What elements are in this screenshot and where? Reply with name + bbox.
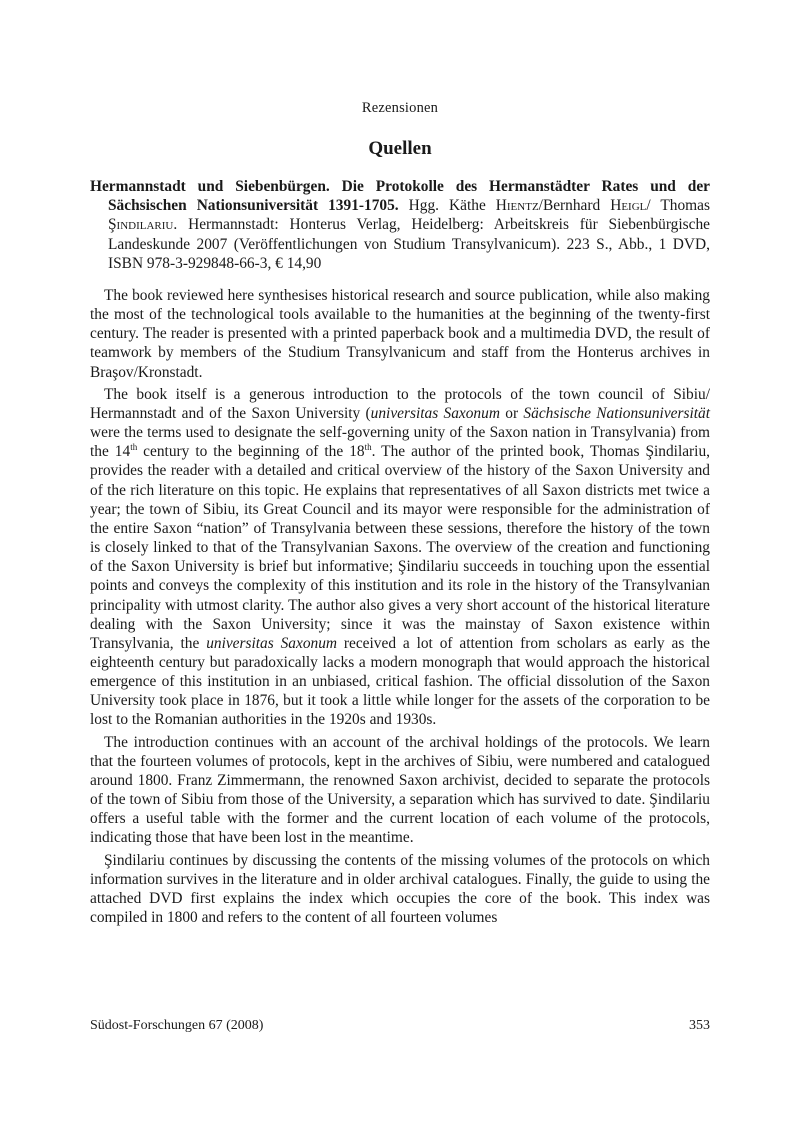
editor-sindilariu: Şindilariu [108,216,174,234]
term-universitas-saxonum-2: universitas Saxonum [206,634,338,652]
superscript-th-1: th [130,442,138,453]
editor-heigl: Heigl [610,197,647,215]
paragraph-1: The book reviewed here synthesises historical research and source publication, while also making the most of the technological tools available to the humanities at the beginning of the twenty-first century. The reader is presented with a printed paperback book and a multimedia DVD, the result of teamwork by members of the Studium Transylvanicum and staff from the Honterus archives in Braşov/Kronstadt. [90,287,710,381]
paragraph-2-text-c: were the terms used to designate the self-governing unity of the Saxon nation in Transylvania) from the 14 [90,424,710,461]
editor-separator-1: /Bernhard [538,197,611,215]
paragraph-4: Şindilariu continues by discussing the contents of the missing volumes of the protocols on which information survives in the literature and in older archival catalogues. Finally, the guide to using the attached DVD first explains the index which occupies the core of the book. This index was compiled in 1800 and refers to the content of all fourteen volumes [90,851,710,926]
paragraph-2-text-e: . The author of the printed book, Thomas Şindilariu, provides the reader with a detailed and critical overview of the history of the Saxon University and of the rich literature on this topic. He explains that representatives of all Saxon districts met twice a year; the town of Sibiu, its Great Council and its mayor were responsible for the administration of the entire Saxon “nation” of Transylvania between these sessions, therefore the history of the town is closely linked to that of the Transylvanian Saxons. The overview of the creation and functioning of the Saxon University is brief but informative; Şindilariu succeeds in touching upon the essential points and conveys the complexity of this institution and its role in the history of the Transylvanian principality with utmost clarity. The author also gives a very short account of the historical literature dealing with the Saxon University; since it was the mainstay of Saxon existence within Transylvania, the [90,443,710,652]
paragraph-2-text-f: received a lot of attention from scholars as early as the eighteenth century but paradoxically lacks a modern monograph that would approach the historical emergence of this institution in an unbiased, critical fashion. The official dissolution of the Saxon University took place in 1876, but it took a little while longer for the assets of the corporation to be lost to the Romanian authorities in the 1920s and 1930s. [90,634,710,729]
editors-prefix: Hgg. Käthe [398,197,496,215]
review-body [90,286,710,927]
paragraph-2 [90,385,710,730]
page [90,0,710,1129]
page-number: 353 [689,1018,710,1033]
paragraph-3: The introduction continues with an account of the archival holdings of the protocols. We learn that the fourteen volumes of protocols, kept in the archives of Sibiu, were numbered and catalogued around 1800. Franz Zimmermann, the renowned Saxon archivist, decided to separate the protocols of the town of Sibiu from those of the University, a separation which has survived to date. Şindilariu offers a useful table with the former and the current location of each volume of the protocols, indicating those that have been lost in the meantime. [90,733,710,847]
paragraph-2-text-a: The book itself is a generous introduction to the protocols of the town council of Sibiu/ Hermannstadt and of the Saxon University ( [90,385,710,422]
paragraph-2-text-b: or [499,404,524,422]
journal-citation: Südost-Forschungen 67 (2008) [90,1018,264,1033]
superscript-th-2: th [364,442,372,453]
review-bibliographic-header [90,177,710,273]
term-saechsische-nationsuniversitaet: Sächsische Nationsuniversität [523,404,710,422]
section-title: Quellen [368,138,432,159]
editor-hientz: Hientz [495,197,539,215]
book-title: Hermannstadt und Siebenbürgen. Die Protokolle des Hermanstädter Rates und der Sächsischen Nationsuniversität 1391-1705. [90,178,710,215]
running-head: Rezensionen [361,100,439,116]
publication-details: . Hermannstadt: Honterus Verlag, Heidelberg: Arbeitskreis für Siebenbürgische Landeskunde 2007 (Veröffentlichungen von Studium Transylvanicum). 223 S., Abb., 1 DVD, ISBN 978-3-929848-66-3, € 14,90 [108,216,710,272]
term-universitas-saxonum: universitas Saxonum [370,404,500,422]
paragraph-2-text-d: century to the beginning of the 18 [137,443,365,461]
editor-separator-2: / Thomas [646,197,710,215]
